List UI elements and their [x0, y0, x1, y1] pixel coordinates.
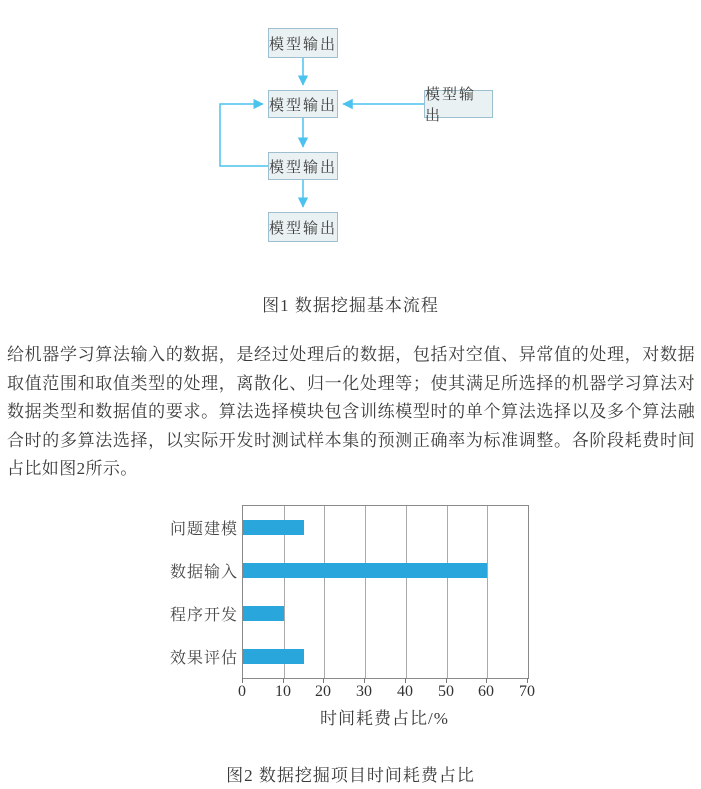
chart-category-label: 问题建模 [169, 520, 238, 538]
figure2-caption: 图2 数据挖掘项目时间耗费占比 [226, 766, 475, 785]
chart-bar-3 [243, 606, 284, 621]
chart-tick-label: 40 [397, 683, 413, 700]
flowchart-connectors [0, 0, 701, 260]
chart-bar-4 [243, 649, 304, 664]
figure1-flowchart [0, 0, 701, 260]
feedback-loop-arrow-icon [220, 104, 268, 166]
chart-gridline [324, 506, 325, 678]
figure1-caption: 图1 数据挖掘基本流程 [262, 296, 439, 315]
chart-gridline [365, 506, 366, 678]
chart-category-label: 程序开发 [169, 606, 238, 624]
flowchart-box-center: 模型输出 [268, 90, 338, 118]
flowchart-box-bottom: 模型输出 [268, 212, 338, 242]
chart-tick-label: 30 [356, 683, 372, 700]
chart-xaxis-label: 时间耗费占比/% [320, 709, 449, 728]
body-paragraph: 给机器学习算法输入的数据，是经过处理后的数据，包括对空值、异常值的处理，对数据取值范围和取值类型的处理，离散化、归一化处理等；使其满足所选择的机器学习算法对数据类型和数据值的要求。算法选择模块包含训练模型时的单个算法选择以及多个算法融合时的多算法选择，以实际开发时测试样本集的预测正确率为标准调整。各阶段耗费时间占比如图2所示。 [7, 345, 695, 478]
chart-category-label: 数据输入 [169, 563, 238, 581]
chart-tick-label: 10 [275, 683, 291, 700]
chart-tick-label: 0 [238, 683, 246, 700]
flowchart-box-right: 模型输出 [424, 90, 493, 118]
chart-plot [242, 505, 529, 679]
chart-tick-label: 70 [519, 683, 535, 700]
chart-tick-label: 50 [438, 683, 454, 700]
flowchart-box-top: 模型输出 [268, 28, 338, 58]
chart-tick-label: 60 [478, 683, 494, 700]
chart-bar-1 [243, 520, 304, 535]
chart-gridline [447, 506, 448, 678]
chart-gridline [406, 506, 407, 678]
flowchart-box-middle: 模型输出 [268, 152, 338, 180]
chart-tick-label: 20 [315, 683, 331, 700]
chart-gridline [487, 506, 488, 678]
chart-bar-2 [243, 563, 487, 578]
chart-category-label: 效果评估 [169, 649, 238, 667]
figure2-chart [0, 505, 701, 740]
